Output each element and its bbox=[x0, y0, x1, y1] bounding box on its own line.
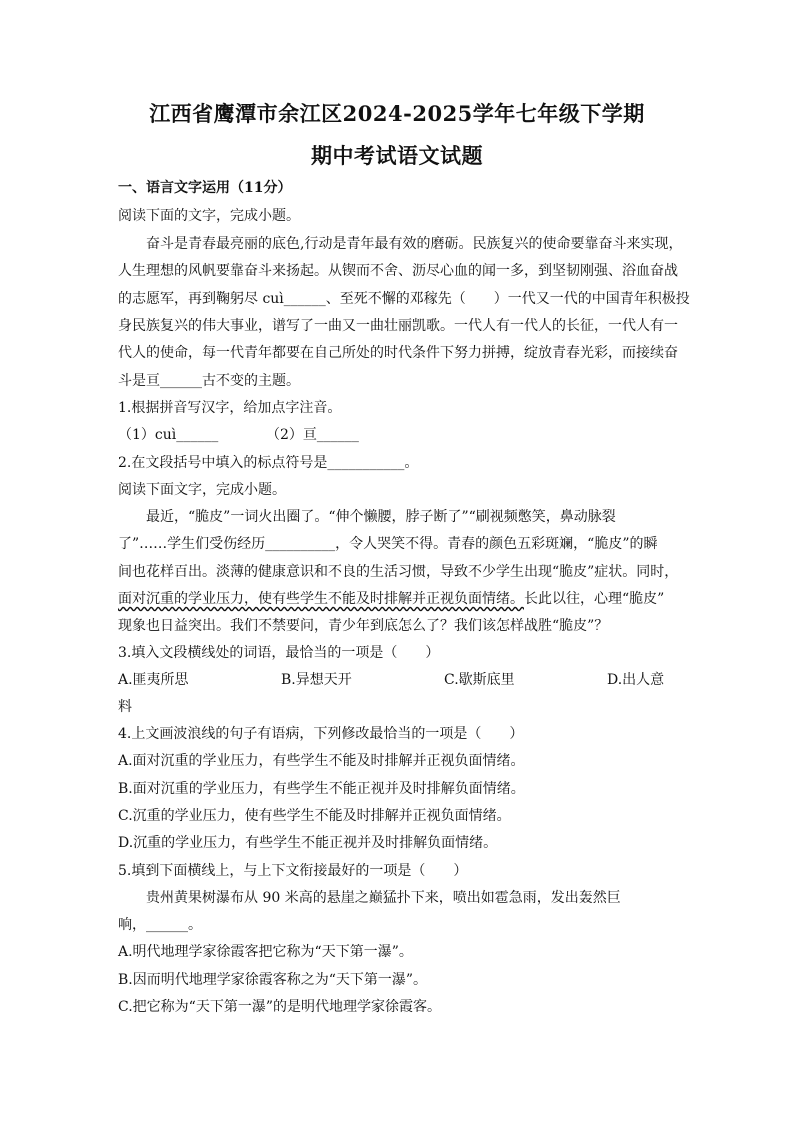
passage2-line: 了”……学生们受伤经历__________，令人哭笑不得。青春的颜色五彩斑斓，“脆皮”的瞬 bbox=[118, 536, 658, 552]
passage2-line: 最近，“脆皮”一词火出圈了。“伸个懒腰，脖子断了”“刷视频憋笑，鼻动脉裂 bbox=[146, 509, 616, 525]
question-1: 1.根据拼音写汉字，给加点字注音。 bbox=[118, 400, 342, 416]
question-5-option-b: B.因而明代地理学家徐霞客称之为“天下第一瀑”。 bbox=[118, 972, 428, 988]
question-4-option-a: A.面对沉重的学业压力，有些学生不能及时排解并正视负面情绪。 bbox=[118, 753, 525, 769]
section-heading: 一、语言文字运用（11分） bbox=[118, 180, 292, 196]
question-1-part-1: （1）cuì______ bbox=[118, 427, 219, 443]
reading-instruction-2: 阅读下面文字，完成小题。 bbox=[118, 482, 286, 498]
passage1-line: 身民族复兴的伟大事业，谱写了一曲又一曲壮丽凯歌。一代人有一代人的长征，一代人有一 bbox=[118, 318, 678, 334]
passage1-line: 斗是亘______古不变的主题。 bbox=[118, 373, 300, 389]
question-5: 5.填到下面横线上，与上下文衔接最好的一项是（ ） bbox=[118, 863, 468, 879]
exam-title-line1: 江西省鹰潭市余江区2024-2025学年七年级下学期 bbox=[149, 101, 645, 126]
question-3: 3.填入文段横线处的词语，最恰当的一项是（ ） bbox=[118, 645, 440, 661]
passage1-line: 代人的使命，每一代青年都要在自己所处的时代条件下努力拼搏，绽放青春光彩，而接续奋 bbox=[118, 345, 678, 361]
question-3-option-d-wrap: 料 bbox=[118, 699, 132, 715]
question-2: 2.在文段括号中填入的标点符号是___________。 bbox=[118, 455, 419, 471]
question-5-option-a: A.明代地理学家徐霞客把它称为“天下第一瀑”。 bbox=[118, 944, 413, 960]
passage2-line: 间也花样百出。淡薄的健康意识和不良的生活习惯，导致不少学生出现“脆皮”症状。同时， bbox=[118, 564, 679, 580]
question-3-option-a: A.匪夷所思 bbox=[118, 672, 189, 688]
reading-instruction-1: 阅读下面的文字，完成小题。 bbox=[118, 208, 300, 224]
question-4-option-b: B.面对沉重的学业压力，有些学生不能正视并及时排解负面情绪。 bbox=[118, 781, 525, 797]
wavy-underlined-sentence: 面对沉重的学业压力，使有些学生不能及时排解并正视负面情绪。 bbox=[118, 591, 524, 607]
passage1-line: 人生理想的风帆要靠奋斗来扬起。从锲而不舍、沥尽心血的闻一多，到坚韧刚强、浴血奋战 bbox=[118, 263, 678, 279]
passage1-line: 的志愿军，再到鞠躬尽 cuì______、至死不懈的邓稼先（ ）一代又一代的中国青年积极投 bbox=[118, 291, 690, 307]
question-4-option-c: C.沉重的学业压力，使有些学生不能及时排解并正视负面情绪。 bbox=[118, 808, 511, 824]
question-3-option-d: D.出人意 bbox=[607, 672, 665, 688]
question-4: 4.上文画波浪线的句子有语病，下列修改最恰当的一项是（ ） bbox=[118, 726, 524, 742]
exam-title-line2: 期中考试语文试题 bbox=[311, 143, 483, 168]
question-3-option-b: B.异想天开 bbox=[281, 672, 352, 688]
passage2-line: 现象也日益突出。我们不禁要问，青少年到底怎么了？我们该怎样战胜“脆皮”？ bbox=[118, 618, 609, 634]
passage1-line: 奋斗是青春最亮丽的底色,行动是青年最有效的磨砺。民族复兴的使命要靠奋斗来实现， bbox=[146, 236, 683, 252]
question-5-text: 响，______。 bbox=[118, 917, 202, 933]
question-1-part-2: （2）亘______ bbox=[266, 427, 359, 443]
passage2-line-wavy bbox=[118, 589, 678, 609]
question-5-option-c: C.把它称为“天下第一瀑”的是明代地理学家徐霞客。 bbox=[118, 999, 441, 1015]
question-3-option-c: C.歇斯底里 bbox=[444, 672, 515, 688]
passage2-line-tail: 长此以往，心理“脆皮” bbox=[524, 591, 665, 607]
question-5-text: 贵州黄果树瀑布从 90 米高的悬崖之巅猛扑下来，喷出如雹急雨，发出轰然巨 bbox=[146, 890, 621, 906]
question-4-option-d: D.沉重的学业压力，有些学生不能正视并及时排解负面情绪。 bbox=[118, 835, 498, 851]
